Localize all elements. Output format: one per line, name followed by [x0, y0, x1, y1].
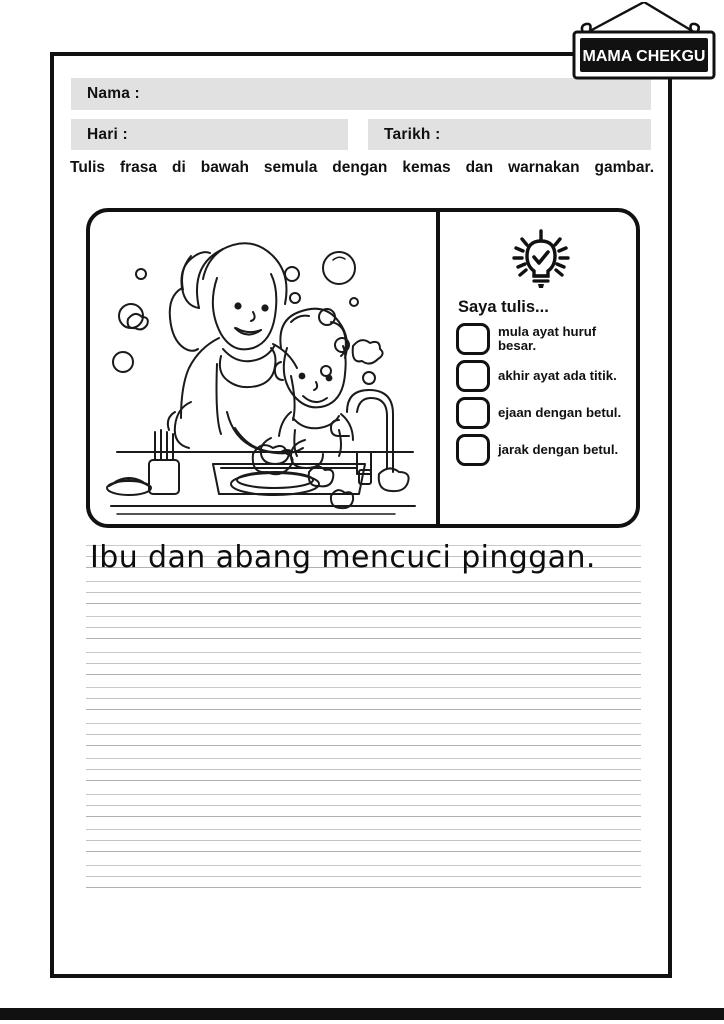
brand-logo-text: MAMA CHEKGU [582, 48, 706, 65]
checklist-item[interactable] [456, 434, 626, 466]
line-group[interactable] [86, 540, 641, 575]
rule-mid [86, 876, 641, 877]
field-tarikh[interactable] [368, 119, 651, 150]
rule-mid [86, 698, 641, 699]
rule-mid [86, 840, 641, 841]
field-nama[interactable] [71, 78, 651, 110]
checklist-item-label: mula ayat huruf besar. [498, 324, 597, 353]
lightbulb-check-icon [456, 228, 626, 290]
rule-top [86, 829, 641, 830]
checkbox-akhir-ayat[interactable] [456, 360, 490, 392]
rule-base [86, 709, 641, 710]
rule-base [86, 851, 641, 852]
checklist-item-label: ejaan dengan betul. [498, 405, 622, 421]
line-group[interactable] [86, 581, 641, 604]
mother-and-child-washing-dishes-illustration [95, 216, 431, 520]
line-group[interactable] [86, 829, 641, 852]
rule-base [86, 603, 641, 604]
rule-mid [86, 769, 641, 770]
checkbox-jarak[interactable] [456, 434, 490, 466]
line-group[interactable] [86, 758, 641, 781]
rule-top [86, 758, 641, 759]
line-group[interactable] [86, 616, 641, 639]
writing-practice-area[interactable] [86, 540, 641, 963]
rule-base [86, 674, 641, 675]
illustration-box [90, 212, 440, 524]
rule-mid [86, 734, 641, 735]
checkbox-mula-ayat[interactable] [456, 323, 490, 355]
checklist-item-label: akhir ayat ada titik. [498, 368, 617, 384]
rule-top [86, 794, 641, 795]
rule-top [86, 652, 641, 653]
rule-mid [86, 805, 641, 806]
checklist-item[interactable] [456, 397, 626, 429]
brand-logo-sign [566, 2, 722, 84]
rule-top [86, 723, 641, 724]
rule-top [86, 687, 641, 688]
line-group[interactable] [86, 652, 641, 675]
checklist-item[interactable] [456, 323, 626, 355]
rule-base [86, 816, 641, 817]
checklist-item-label: jarak dengan betul. [498, 442, 619, 458]
rule-mid [86, 592, 641, 593]
rule-base [86, 638, 641, 639]
line-group[interactable] [86, 865, 641, 888]
field-tarikh-label: Tarikh : [384, 125, 441, 143]
field-hari-label: Hari : [87, 125, 128, 143]
rule-mid [86, 627, 641, 628]
sample-sentence: Ibu dan abang mencuci pinggan. [90, 540, 596, 575]
checklist-box [440, 212, 636, 524]
field-hari[interactable] [71, 119, 348, 150]
line-group[interactable] [86, 723, 641, 746]
rule-base [86, 745, 641, 746]
checkbox-ejaan[interactable] [456, 397, 490, 429]
bottom-bar [0, 1008, 724, 1020]
rule-top [86, 865, 641, 866]
activity-panel [86, 208, 640, 528]
checklist-heading: Saya tulis... [458, 298, 549, 316]
rule-base [86, 780, 641, 781]
line-group[interactable] [86, 794, 641, 817]
rule-top [86, 581, 641, 582]
checklist-item[interactable] [456, 360, 626, 392]
instruction-text: Tulis frasa di bawah semula dengan kemas dan warnakan gambar. [70, 159, 654, 176]
line-group[interactable] [86, 687, 641, 710]
field-nama-label: Nama : [87, 85, 140, 102]
rule-top [86, 616, 641, 617]
rule-base [86, 887, 641, 888]
rule-mid [86, 663, 641, 664]
